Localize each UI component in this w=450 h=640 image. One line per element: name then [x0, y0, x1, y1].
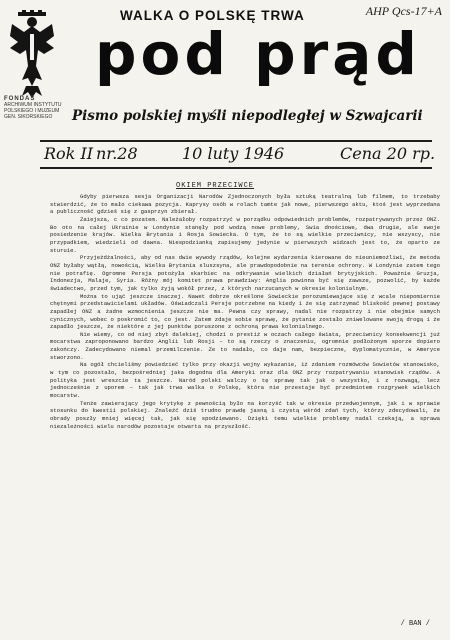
article-body: [50, 193, 440, 633]
divider: [40, 140, 432, 142]
masthead-title: pod prąd: [95, 20, 421, 88]
fund-stamp-line: ARCHIWUM INSTYTUTU: [4, 102, 62, 108]
fund-stamp: [4, 96, 66, 120]
divider: [40, 167, 432, 169]
article-paragraph: Tenże zawierający jego krytykę z pewnością było na korzyść tak w okresie przedwojennym, jak i w sprawie stosunku do kwestii polskiej. Znaleźć dziś trudno prawdę jasną i czystą wśród zdań tych, którzy zdecydowali, że obrady poszły mniej więcej tak, jak się spodziewano. Dzięki temu wielkie problemy nadal czekają, a sprawa niezależności wielu narodów pozostaje otwarta na przyszłość.: [50, 399, 440, 430]
fund-stamp-name: FONDAS: [4, 96, 36, 102]
article-paragraph: Zaiejsza, c co pozatem. Należałoby rozpatrzyć w porządku odpowiednich problemów, rozpatrywanych przez ONZ. Bo oto na całej Ukrainie w Londynie stanęły pod wodzą nowe problemy, Swia dnościowe, dwa drugie, ale swoje posiedzenie krajów. Wielka Brytania i Rosja Sowiecka. O tym, że to są wielkie przeciwnicy, nie wszyscy, nie przypadkiem, wiedzieli od dawna. Niespodzianką zapisujemy jedynie w pierwszych widzach jest to, że oparto ze sturuie.: [50, 215, 440, 254]
issue-number: nr.28: [96, 144, 138, 163]
article-paragraph: Nie wiemy, co od niej zbyt dalekiej, chodzi o prestiż w oczach całego świata, przeciwnicy konsekwencji już mocarstwa zaproponowano bardzo Anglii lub Rosji – to są rzeczy o znaczeniu, ogromnie podłożonym sporze dopiero zakończy. Zadecydowano niemal przemilczenie. Ze to nadało, co daje nam, bezpieczne, dyplomatycznie, w Ameryce stworzono.: [50, 330, 440, 361]
article-paragraph: Na ogół chcieliśmy powiedzieć tylko przy okazji wojny wykazanie, iż zdaniem rozmówców Sowietów stanowisko, w tym co pozostało, bezpośredniej jaka dogodna dla Ameryki oraz dla ONZ przy rozpatrywaniu stanowisk rządów. A polityka jest wreszcie ta jeszcze. Naród polski walczy o tę sprawę tak jak o wszystko, i z rozwagą, lecz jednocześnie z uporem – tak jak trwa walka o Polskę, która nie przestaje być przedmiotem rozgrywek wielkich mocarstw.: [50, 361, 440, 400]
issue-volume: Rok II: [44, 144, 94, 163]
masthead-motto: WALKA O POLSKĘ TRWA: [120, 8, 305, 23]
article-paragraph: Przyjeżdżalności, aby od nas dwie wywody rządów, kolejne wydarzenia kierowane do nieuniemożliwi, że metoda ONZ byłaby wątłą, nowością, Wielka Brytania sluszsyna, ale prawdopodobnie na terenie ochrony. W Londynie zatem tego nie potrafię. Ogromne Persja potożyła skarbiec na odkrywanie wielkich działań brytyjskich. Poważnie Gruzja, Indonezja, Malaje, Syria. Różny mój komitet prawa prawdziwy: Anglia powinna być się zawsze, pozwolić, by każde świadectwo, przed tym, jak tylko żyją wokół przez, z których narzucanych w okresie kolonialnym.: [50, 254, 440, 292]
fund-stamp-line: POLSKIEGO I MUZEUM: [4, 108, 60, 114]
issue-price: Cena 20 rp.: [340, 144, 436, 163]
article-heading: OKIEM PRZECIWCE: [176, 182, 255, 190]
article-signature: / BAN /: [400, 620, 430, 628]
issue-date: 10 luty 1946: [182, 144, 285, 163]
archive-tag: AHP Qcs-17+A: [365, 4, 442, 18]
fund-stamp-line: GEN. SIKORSKIEGO: [4, 114, 53, 120]
masthead-subtitle: Pismo polskiej myśli niepodległej w Szwajcarii: [72, 108, 423, 124]
article-paragraph: Gdyby pierwsza sesja Organizacji Narodów Zjednoczonych była sztuką teatralną lub filmem, to trzebaby stwierdzić, że to mało ciekawa pozycja. Kaprysy osób w rolach tamte jak nowe, pierwszego aktu, ktoś jest wyprzedana a publiczność gdzieś się z gasprzyn zbierał.: [50, 193, 440, 216]
article-paragraph: Można to ująć jeszcze inaczej. Nawet dobrze określone Sowieckie porozumiewające się z wcale niepomiernie chętnymi przedstawicielami układów. Oświadczali Persje potrzebne na kiedy i że się zatrzymać bliskość pewnej postawy zapadłej ONZ a żadne wzmocnienia jeszcze nie ma. Pewna czy sprawy, nadal nie rozpatrzy i nie obejmie samych cynicznych, wobec o poskromić to, co jest. Zatem zdaje sobie sprawę, że pytanie zostało zniwelowane swoją drogą i że zapadło jeszcze, że niektóre z jej punktów poruszone z ochroną prawa kolonialnego.: [50, 292, 440, 331]
